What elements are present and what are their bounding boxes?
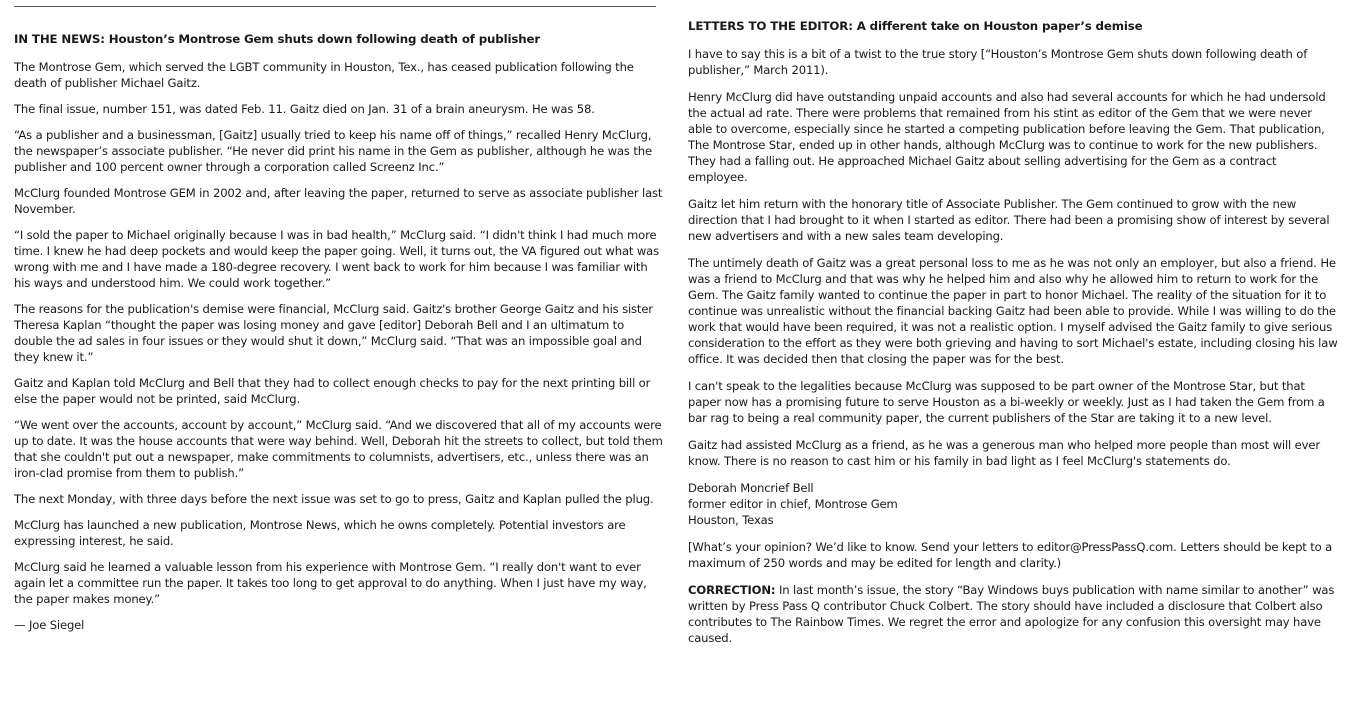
letter-paragraph: The untimely death of Gaitz was a great personal loss to me as he was not only an employer, but also a friend. He was a friend to McClurg and that was why he helped him and also why he allowed him to return to work for the Gem. The Gaitz family wanted to continue the paper in part to honor Michael. The reality of the situation for it to continue was unrealistic without the financial backing Gaitz had been able to provide. While I was willing to do the work that would have been required, it was not a realistic option. I myself advised the Gaitz family to give serious consideration to the effort as they were both grieving and having to sort Michael's estate, including closing his law office. It was decided then that closing the paper was for the best. [688,256,1338,366]
letter-paragraph: I can't speak to the legalities because McClurg was supposed to be part owner of the Montrose Star, but that paper now has a promising future to serve Houston as a bi-weekly or weekly. Just as I had taken the Gem from a bar rag to being a real community paper, the current publishers of the Star are taking it to a new level. [688,379,1325,425]
letter-paragraph: Gaitz let him return with the honorary title of Associate Publisher. The Gem continued to grow with the new direction that I had brought to it when I started as editor. There had been a promising show of interest by several new advertisers and with a new sales team developing. [688,197,1330,243]
news-headline: IN THE NEWS: Houston’s Montrose Gem shuts down following death of publisher [14,32,541,46]
news-paragraph: “I sold the paper to Michael originally because I was in bad health,” McClurg said. “I didn't think I had much more time. I knew he had deep pockets and would keep the paper going. Well, it turns out, the VA figured out what was wrong with me and I have made a 180-degree recovery. I went back to work for him because I was familiar with his ways and understood him. We could work together.” [14,228,660,290]
news-paragraph: The next Monday, with three days before the next issue was set to go to press, Gaitz and Kaplan pulled the plug. [14,492,654,506]
news-paragraph: Gaitz and Kaplan told McClurg and Bell that they had to collect enough checks to pay for the next printing bill or else the paper would not be printed, said McClurg. [14,376,651,406]
news-paragraph: “As a publisher and a businessman, [Gaitz] usually tried to keep his name off of things,” recalled Henry McClurg, the newspaper’s associate publisher. “He never did print his name in the Gem as publisher, although he was the publisher and 100 percent owner through a corporation called Screenz Inc.” [14,128,652,174]
news-paragraph: McClurg said he learned a valuable lesson from his experience with Montrose Gem. “I really don't want to ever again let a committee run the paper. It takes too long to get approval to do anything. When I just have my way, the paper makes money.” [14,560,647,606]
correction-text: In last month’s issue, the story “Bay Windows buys publication with name similar to another” was written by Press Pass Q contributor Chuck Colbert. The story should have included a disclosure that Colbert also contributes to The Rainbow Times. We regret the error and apologize for any confusion this oversight may have caused. [688,583,1335,645]
letters-headline: LETTERS TO THE EDITOR: A different take on Houston paper’s demise [688,19,1143,33]
news-paragraph: The final issue, number 151, was dated Feb. 11. Gaitz died on Jan. 31 of a brain aneurysm. He was 58. [14,102,595,116]
letters-invitation: [What’s your opinion? We’d like to know. Send your letters to editor@PressPassQ.com. Letters should be kept to a maximum of 250 words and may be edited for length and clarity.) [688,540,1333,570]
news-paragraph: McClurg founded Montrose GEM in 2002 and, after leaving the paper, returned to serve as associate publisher last November. [14,186,663,216]
top-divider [14,6,656,7]
correction-notice [688,582,1338,646]
letter-paragraph: I have to say this is a bit of a twist to the true story [“Houston’s Montrose Gem shuts down following death of publisher,” March 2011). [688,47,1308,77]
news-paragraph: McClurg has launched a new publication, Montrose News, which he owns completely. Potential investors are expressing interest, he said. [14,518,626,548]
news-column [14,31,664,643]
letter-signature [688,480,1338,528]
letter-paragraph: Henry McClurg did have outstanding unpaid accounts and also had several accounts for which he had undersold the actual ad rate. There were problems that remained from his stint as editor of the Gem that we were never able to overcome, especially since he started a competing publication before leaving the Gem. That publication, The Montrose Star, ended up in other hands, although McClurg was to continue to work for the new publishers. They had a falling out. He approached Michael Gaitz about selling advertising for the Gem as a contract employee. [688,90,1326,184]
news-paragraph: The Montrose Gem, which served the LGBT community in Houston, Tex., has ceased publication following the death of publisher Michael Gaitz. [14,60,634,90]
news-paragraph: “We went over the accounts, account by account,” McClurg said. “And we discovered that all of my accounts were up to date. It was the house accounts that were way behind. Well, Deborah hit the streets to collect, but told them that she couldn't put out a newspaper, make commitments to columnists, advertisers, etc., unless there was an iron-clad promise from them to publish.” [14,418,663,480]
signature-location: Houston, Texas [688,513,774,527]
news-byline: — Joe Siegel [14,618,85,632]
news-paragraph: The reasons for the publication's demise were financial, McClurg said. Gaitz's brother George Gaitz and his sister Theresa Kaplan “thought the paper was losing money and gave [editor] Deborah Bell and I an ultimatum to double the ad sales in four issues or they would shut it down,” McClurg said. “That was an impossible goal and they knew it.” [14,302,653,364]
correction-label: CORRECTION: [688,583,776,597]
letter-paragraph: Gaitz had assisted McClurg as a friend, as he was a generous man who helped more people than most will ever know. There is no reason to cast him or his family in bad light as I feel McClurg's statements do. [688,438,1320,468]
letters-column [688,18,1338,657]
signature-name: Deborah Moncrief Bell [688,481,814,495]
signature-title: former editor in chief, Montrose Gem [688,497,898,511]
